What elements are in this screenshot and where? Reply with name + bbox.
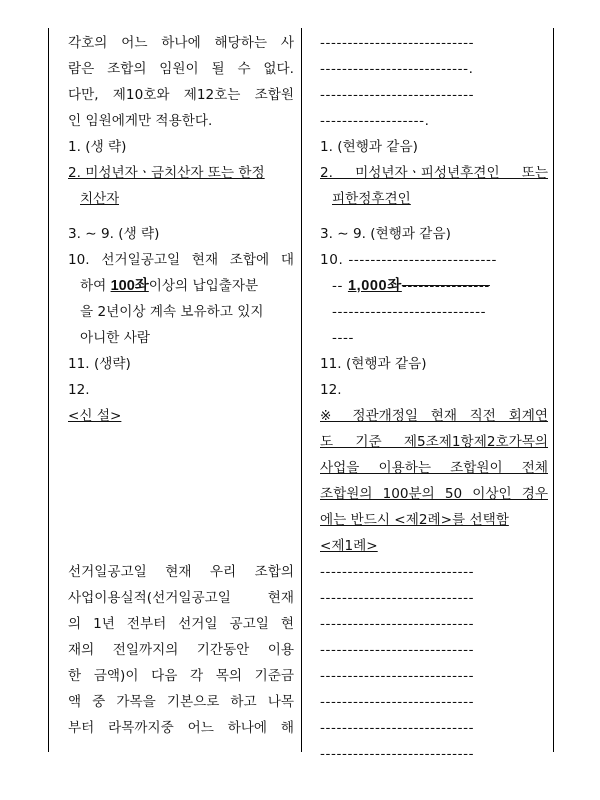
right-dash-line-5: ----------------------------: [320, 668, 475, 684]
right-item-10-dash-a: --: [332, 278, 348, 294]
right-note-line-4: 조합원의 100분의 50 이상인 경우: [320, 486, 548, 502]
left-item-10-cont-2: 을 2년이상 계속 보유하고 있지: [80, 304, 264, 320]
right-line-3: ----------------------------: [320, 87, 475, 103]
left-line-1: 각호의 어느 하나에 해당하는 사: [68, 35, 294, 51]
left-item-10-text-b: 이상의 납입출자분: [148, 278, 259, 294]
right-item-12: 12.: [320, 382, 342, 398]
left-line-3: 다만, 제10호와 제12호는 조합원: [68, 87, 294, 103]
left-para-line-7: 부터 라목까지중 어느 하나에 해: [68, 720, 294, 736]
left-new-label: <신 설>: [68, 408, 122, 424]
right-line-4: -------------------.: [320, 113, 430, 129]
right-dash-line-1: ----------------------------: [320, 564, 475, 580]
left-item-10: 10. 선거일공고일 현재 조합에 대: [68, 252, 294, 268]
left-item-10-cont-3: 아니한 사람: [80, 330, 150, 346]
right-item-3-9: 3. ∼ 9. (현행과 같음): [320, 226, 451, 242]
left-line-4: 인 임원에게만 적용한다.: [68, 113, 213, 129]
right-note-line-5: 에는 반드시 <제2례>를 선택함: [320, 512, 509, 528]
left-para-line-6: 액 중 가목을 기본으로 하고 나목: [68, 694, 294, 710]
left-item-10-cont-1: [68, 273, 294, 299]
left-item-3-9: 3. ∼ 9. (생 략): [68, 226, 160, 242]
right-note-line-2: 도 기준 제5조제1항제2호가목의: [320, 434, 548, 450]
right-item-10-cont-3: ----: [332, 330, 355, 346]
right-example-1-label: <제1례>: [320, 538, 378, 554]
right-item-10: 10. ---------------------------: [320, 252, 497, 268]
left-item-1: 1. (생 략): [68, 139, 127, 155]
right-line-2: ---------------------------.: [320, 61, 474, 77]
right-item-11: 11. (현행과 같음): [320, 356, 427, 372]
revised-text-column: [320, 30, 548, 767]
right-dash-line-4: ----------------------------: [320, 642, 475, 658]
right-item-2-cont: 피한정후견인: [332, 191, 411, 207]
table-border-left: [48, 28, 49, 752]
left-para-line-5: 한 금액)이 다음 각 목의 기준금: [68, 668, 294, 684]
left-item-2-cont: 치산자: [80, 191, 120, 207]
right-dash-line-3: ----------------------------: [320, 616, 475, 632]
current-text-column: [68, 30, 294, 741]
left-para-line-3: 의 1년 전부터 선거일 공고일 현: [68, 616, 294, 632]
left-line-2: 람은 조합의 임원이 될 수 없다.: [68, 61, 294, 77]
left-item-10-text-a: 하여: [80, 278, 111, 294]
table-border-middle: [301, 28, 302, 752]
right-note-line-3: 사업을 이용하는 조합원이 전체: [320, 460, 548, 476]
left-item-10-shares: 100좌: [110, 278, 149, 294]
table-border-right: [553, 28, 554, 752]
left-item-11: 11. (생략): [68, 356, 131, 372]
right-line-1: ----------------------------: [320, 35, 475, 51]
right-item-10-dash-b: ----------------: [401, 278, 490, 294]
left-para-line-2: 사업이용실적(선거일공고일 현재: [68, 590, 294, 606]
right-item-10-cont-1: [320, 273, 548, 299]
left-item-2: 2. 미성년자ㆍ금치산자 또는 한정: [68, 165, 265, 181]
right-item-10-cont-2: ----------------------------: [332, 304, 487, 320]
right-note-line-1: ※ 정관개정일 현재 직전 회계연: [320, 408, 548, 424]
right-item-2: 2. 미성년자ㆍ피성년후견인 또는: [320, 165, 548, 181]
right-item-1: 1. (현행과 같음): [320, 139, 418, 155]
left-para-line-1: 선거일공고일 현재 우리 조합의: [68, 564, 294, 580]
right-dash-line-2: ----------------------------: [320, 590, 475, 606]
right-item-10-shares: 1,000좌: [347, 278, 402, 294]
right-dash-line-8: ----------------------------: [320, 746, 475, 762]
left-para-line-4: 재의 전일까지의 기간동안 이용: [68, 642, 294, 658]
left-item-12: 12.: [68, 382, 90, 398]
right-dash-line-6: ----------------------------: [320, 694, 475, 710]
right-dash-line-7: ----------------------------: [320, 720, 475, 736]
